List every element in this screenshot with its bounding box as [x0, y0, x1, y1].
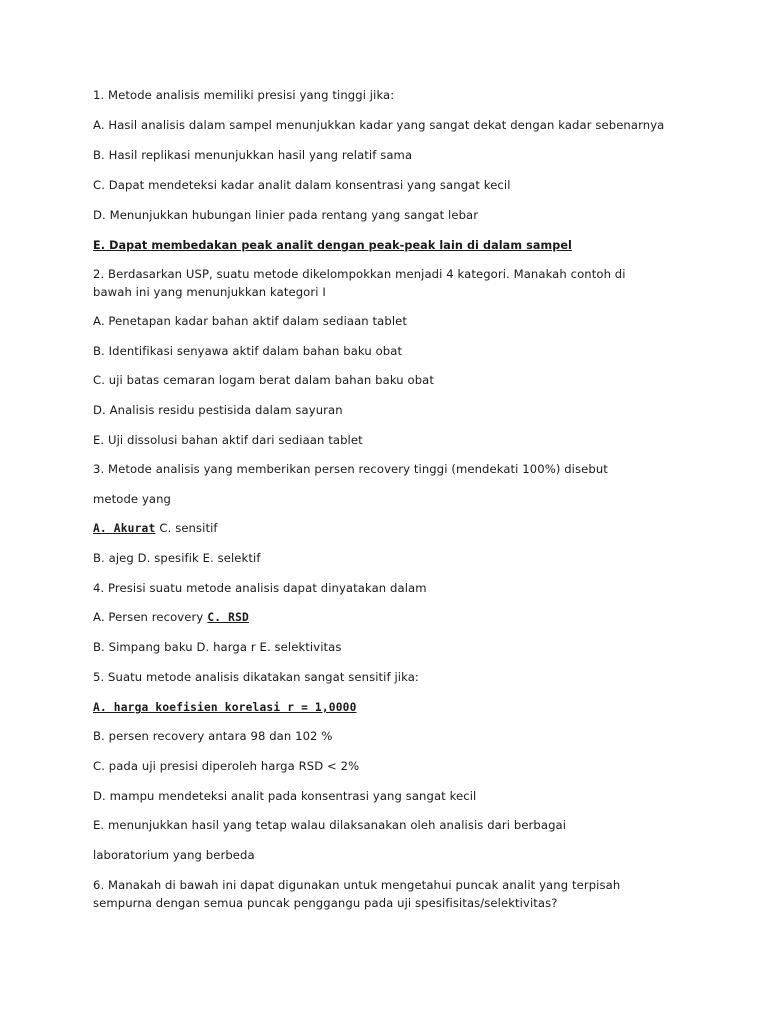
question-4-option-a: A. Persen recovery	[93, 610, 204, 624]
question-2-option-a: A. Penetapan kadar bahan aktif dalam sediaan tablet	[93, 314, 408, 328]
question-3-option-c: C. sensitif	[159, 521, 218, 535]
question-5-option-e: E. menunjukkan hasil yang tetap walau dilaksanakan oleh analisis dari berbagai	[93, 818, 567, 832]
question-5-option-e-continued: laboratorium yang berbeda	[93, 848, 255, 862]
question-4: 4. Presisi suatu metode analisis dapat dinyatakan dalam	[93, 581, 427, 595]
answer-highlight: A. Akurat	[93, 522, 156, 535]
question-6: 6. Manakah di bawah ini dapat digunakan untuk mengetahui puncak analit yang terpisah sempurna dengan semua puncak penggangu pada uji spesifisitas/selektivitas?	[93, 878, 621, 910]
answer-highlight: A. harga koefisien korelasi r = 1,0000	[93, 701, 357, 714]
question-3-options-ac	[93, 519, 693, 538]
question-1-option-a: A. Hasil analisis dalam sampel menunjukkan kadar yang sangat dekat dengan kadar sebenarnya	[93, 118, 665, 132]
question-1: 1. Metode analisis memiliki presisi yang tinggi jika:	[93, 88, 395, 102]
question-5-option-b: B. persen recovery antara 98 dan 102 %	[93, 729, 333, 743]
question-1-option-d: D. Menunjukkan hubungan linier pada rentang yang sangat lebar	[93, 208, 479, 222]
question-3-options-bde: B. ajeg D. spesifik E. selektif	[93, 551, 261, 565]
question-4-options-ac	[93, 608, 693, 627]
question-2-option-b: B. Identifikasi senyawa aktif dalam bahan baku obat	[93, 344, 403, 358]
question-5: 5. Suatu metode analisis dikatakan sangat sensitif jika:	[93, 670, 419, 684]
question-3: 3. Metode analisis yang memberikan persen recovery tinggi (mendekati 100%) disebut	[93, 462, 608, 476]
question-1-option-b: B. Hasil replikasi menunjukkan hasil yang relatif sama	[93, 148, 413, 162]
answer-highlight: C. RSD	[207, 611, 249, 624]
question-2-option-e: E. Uji dissolusi bahan aktif dari sediaan tablet	[93, 433, 363, 447]
question-4-options-bde: B. Simpang baku D. harga r E. selektivitas	[93, 640, 342, 654]
question-2-option-d: D. Analisis residu pestisida dalam sayuran	[93, 403, 343, 417]
question-1-option-c: C. Dapat mendeteksi kadar analit dalam konsentrasi yang sangat kecil	[93, 178, 511, 192]
question-1-option-e-answer	[93, 236, 693, 255]
question-2-option-c: C. uji batas cemaran logam berat dalam bahan baku obat	[93, 373, 435, 387]
answer-highlight: E. Dapat membedakan peak analit dengan peak-peak lain di dalam sampel	[93, 239, 572, 252]
question-2: 2. Berdasarkan USP, suatu metode dikelompokkan menjadi 4 kategori. Manakah contoh di bawah ini yang menunjukkan kategori I	[93, 267, 626, 299]
question-5-option-d: D. mampu mendeteksi analit pada konsentrasi yang sangat kecil	[93, 789, 477, 803]
question-3-continued: metode yang	[93, 492, 172, 506]
question-5-option-a-answer	[93, 698, 693, 717]
question-5-option-c: C. pada uji presisi diperoleh harga RSD < 2%	[93, 759, 360, 773]
